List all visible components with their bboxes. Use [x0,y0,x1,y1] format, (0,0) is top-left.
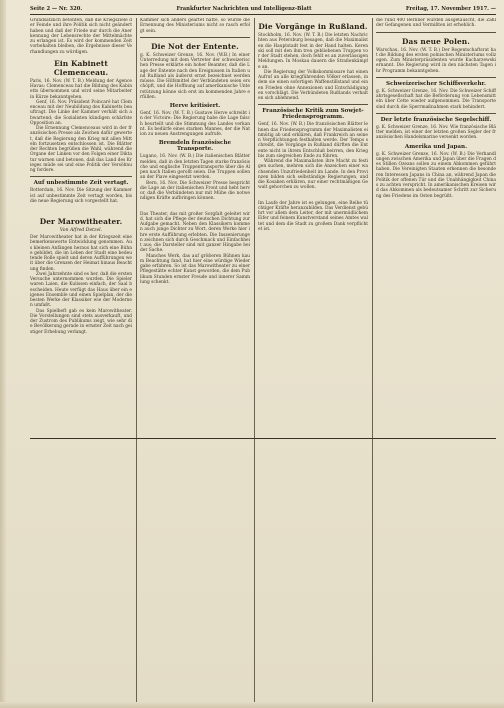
section-divider [140,37,250,38]
article-text: Paris, 16. Nov. (W. T. B.) Meldung der Agence Havas: Clemenceau hat die Bildung des Kabinetts übernommen und wird seine Mitarbeiter in Kürze bekanntgeben. [30,78,132,100]
headline-neue-polen: Das neue Polen. [402,36,470,46]
headline-not-der-entente: Die Not der Entente. [151,41,239,51]
article-text: Kammer sich anders geartet hätte, so würde die Ernennung des Ministeriums nicht so rasch erfolgt sein. [140,18,250,34]
page-edge-shadow [0,0,6,708]
article-text: Manches Werk, das auf größeren Bühnen kaum Beachtung fand, hat hier eine würdige Wiedergabe erfahren. So ist das Marowitheater zu einer Pflegestätte echter Kunst geworden, die dem Publikum Stunden ernster Freude und innerer Sammlung schenkt. [140,253,250,285]
header-page-number: Seite 2 — Nr. 320. [30,6,83,12]
column-3 [258,18,368,704]
article-text: die rund 400 Berliner wurden ausgetauscht, die Zahl der Gefangenen und Vermißten ist erheblich. [376,18,496,29]
headline-herve: Herve kritisiert. [169,103,221,109]
headline-amerika-japan: Amerika und Japan. [404,143,468,150]
article-text: Zwei Jahrzehnte sind es her, daß die ersten Versuche unternommen wurden. Die Spieler waren Laien, die Kulissen einfach, der Saal bescheiden. Heute verfügt das Haus über ein eigenes Ensemble und einen Spielplan, der die besten Werke der Klassiker wie der Modernen umfaßt. [30,271,132,309]
article-text: Stockholm, 16. Nov. (W. T. B.) Die letzten Nachrichten aus Petersburg besagen, daß die Maximalisten die Hauptstadt fest in der Hand halten. Kerenski soll mit den ihm treu gebliebenen Truppen vor der Stadt stehen, doch fehlt es an zuverlässigen Meldungen. In Moskau dauern die Straßenkämpfe an. [258,33,368,70]
header-masthead: Frankfurter Nachrichten und Intelligenz-Blatt [176,6,312,12]
column-rule [136,18,137,704]
article-text: Genf, 16. Nov. Präsident Poincaré hat Clemenceau mit der Neubildung des Kabinetts beauftragt. Die Linke der Kammer verhält sich abwartend; die Sozialisten kündigen schärfste Opposition an. [30,99,132,126]
column-rule [254,18,255,704]
column-rule [372,18,373,704]
headline-russland: Die Vorgänge in Rußland. [258,22,368,31]
page-header [30,4,496,15]
header-date: Freitag, 17. November 1917. — [405,6,496,12]
headline-marowitheater: Der Marowitheater. [39,217,123,226]
article-text: Bern, 16. Nov. Die Schweizer Presse bespricht die Lage an der italienischen Front und hebt hervor, daß die Verbündeten nur mit Mühe die notwendigen Kräfte aufbringen können. [140,180,250,202]
section-divider [376,32,496,33]
byline: Von Alfred Detzel. [59,228,103,233]
article-text: g. K. Schweizer Grenze, 16. Nov. Wie französische Blätter melden, ist einer der letzten großen Segler der französischen Handelsmarine versenkt worden. [376,124,496,141]
article-text: Der Marowitheater hat in der Kriegszeit eine bemerkenswerte Entwicklung genommen. Aus kleinen Anfängen heraus hat sich eine Bühne gebildet, die im Leben der Stadt eine bedeutende Rolle spielt und deren Aufführungen weit über die Grenzen der Heimat hinaus Beachtung finden. [30,235,132,272]
article-text: Genf, 16. Nov. (W. B.) Die französischen Blätter lehnen das Friedensprogramm der Maximalisten einmütig ab und erklären, daß Frankreich an seinen Verpflichtungen festhalten werde. Der Temps schreibt, die Vorgänge in Rußland dürften die Entente nicht in ihrem Entschluß beirren, den Krieg bis zum siegreichen Ende zu führen. [258,122,368,159]
section-divider [376,113,496,114]
section-divider [30,176,132,177]
headline-transporte: Bremdeln französische Transporte. [158,140,232,153]
article-text: Das Theater, das mit großer Sorgfalt geleitet wird, hat sich die Pflege der deutschen Dichtung zur Aufgabe gemacht. Neben den Klassikern kommen auch junge Dichter zu Wort, deren Werke hier ihre erste Aufführung erlebten. Die Inszenierungen zeichnen sich durch Geschmack und Einfachheit aus; die Darsteller sind mit ganzer Hingabe bei der Sache. [140,211,250,254]
page-bottom-edge [0,702,504,708]
column-4 [376,18,496,704]
article-text: Warschau, 16. Nov. (W. T. B.) Der Regentschaftsrat hat die Bildung des ersten polnischen Ministeriums vollzogen. Zum Ministerpräsidenten wurde Kucharzewski ernannt. Die Regierung wird in den nächsten Tagen ihr Programm bekanntgeben. [376,47,496,74]
headline-schiffsverkehr: Schweizerischer Schiffsverkehr. [386,80,486,87]
headline-segelschiff: Der letzte französische Segelschiff. [380,116,492,123]
article-text: g. K. Schweizer Grenze, 16. Nov. (W. B.) Die Verhandlungen zwischen Amerika und Japan über die Fragen des Stillen Ozeans sollen zu einem Abkommen geführt haben. Die Vereinigten Staaten erkennen die besonderen Interessen Japans in China an, während Japan die Politik der offenen Tür und die Unabhängigkeit Chinas zu achten verspricht. In amerikanischen Kreisen wird das Abkommen als bedeutsamer Schritt zur Sicherung des Friedens im Osten begrüßt. [376,151,496,199]
column-2 [140,18,250,704]
article-text: Das Spielheft gab es kein Marowitheater. Die Vorstellungen sind stets ausverkauft, und der Zustrom des Publikums zeigt, wie sehr die Bevölkerung gerade in ernster Zeit nach geistiger Erhebung verlangt. [30,308,132,335]
headline-sowjet-kritik: Französische Kritik zum Sowjet-Friedensprogramm. [262,108,364,121]
article-text: Genf, 16. Nov. (W. T. B.) Gustave Herve schreibt in der Victoire: Die Regierung habe die Lage falsch beurteilt und die Stimmung des Landes verkannt. Es bedürfe eines starken Mannes, der die Nation zu neuen Anstrengungen aufrufe. [140,111,250,137]
article-text: Grundsätzlich betonten, daß die Kriegsziele der Feinde und ihre Politik sich nicht geändert haben und daß der Friede nur durch die Anerkennung der Lebensrechte der Mittelmächte zu erlangen ist. Es wird der kommenden Zeit vorbehalten bleiben, die Ergebnisse dieser Verhandlungen zu würdigen. [30,18,132,55]
headline-vertagt: Auf unbestimmte Zeit vertagt. [33,180,129,187]
article-text: Im Laufe der Jahre ist es gelungen, eine Reihe tüchtiger Kräfte heranzubilden. Das Verdienst gebührt vor allem dem Leiter, der mit unermüdlichem Eifer und feinem Kunstverstand seines Amtes waltet und dem die Stadt zu großem Dank verpflichtet ist. [258,200,368,232]
section-divider [376,77,496,78]
column-1 [30,18,132,704]
article-text: Lugano, 16. Nov. (W. B.) Die italienischen Blätter melden, daß in den letzten Tagen starke französische und englische Truppentransporte über die Alpen nach Italien gerollt seien. Die Truppen sollen an der Piave eingesetzt werden. [140,154,250,181]
article-text: g. K. Schweizer Grenze, 16. Nov. (W.B.) In einer Unterredung mit dem Vertreter der schweizerischen Presse erklärte ein hoher Beamter, daß die Lage der Entente nach den Ereignissen in Italien und Rußland als äußerst ernst bezeichnet werden müsse. Die Hilfsmittel der Verbündeten seien erschöpft, und die Hoffnung auf amerikanische Unterstützung könne sich erst im kommenden Jahre erfüllen. [140,52,250,100]
headline-clemenceau: Ein Kabinett Clemenceau. [53,58,109,77]
article-text: g. K. Schweizer Grenze, 16. Nov. Die Schweizer Schiffahrtsgesellschaft hat die Beförderung von Lebensmitteln über Cette wieder aufgenommen. Die Transporte sind durch die Sperrmaßnahmen stark behindert. [376,88,496,110]
article-text: Die Regierung der Volkskommissare hat einen Aufruf an alle kriegführenden Völker erlassen, in dem sie einen sofortigen Waffenstillstand und einen Frieden ohne Annexionen und Entschädigungen vorschlägt. Die Verbündeten Rußlands verhalten sich ablehnend. [258,69,368,101]
article-text: Während die Maximalisten ihre Macht zu festigen suchen, mehren sich die Anzeichen einer wachsenden Unzufriedenheit im Lande. In den Provinzen bilden sich selbständige Regierungen, und die Kosaken erklären, nur einer rechtmäßigen Gewalt gehorchen zu wollen. [258,159,368,191]
article-text: Die Ernennung Clemenceaus wird in der französischen Presse als Zeichen dafür gewertet, daß die Regierung den Krieg mit allen Mitteln fortzusetzen entschlossen ist. Die Blätter der Rechten begrüßen die Wahl, während die Organe der Linken vor den Folgen einer Diktatur warnen und betonen, daß das Land des Krieges müde sei und eine Politik der Versöhnung fordere. [30,126,132,173]
article-text: Rotterdam, 16. Nov. Die Sitzung der Kammer ist auf unbestimmte Zeit vertagt worden, bis die neue Regierung sich vorgestellt hat. [30,188,132,204]
section-divider [258,104,368,105]
